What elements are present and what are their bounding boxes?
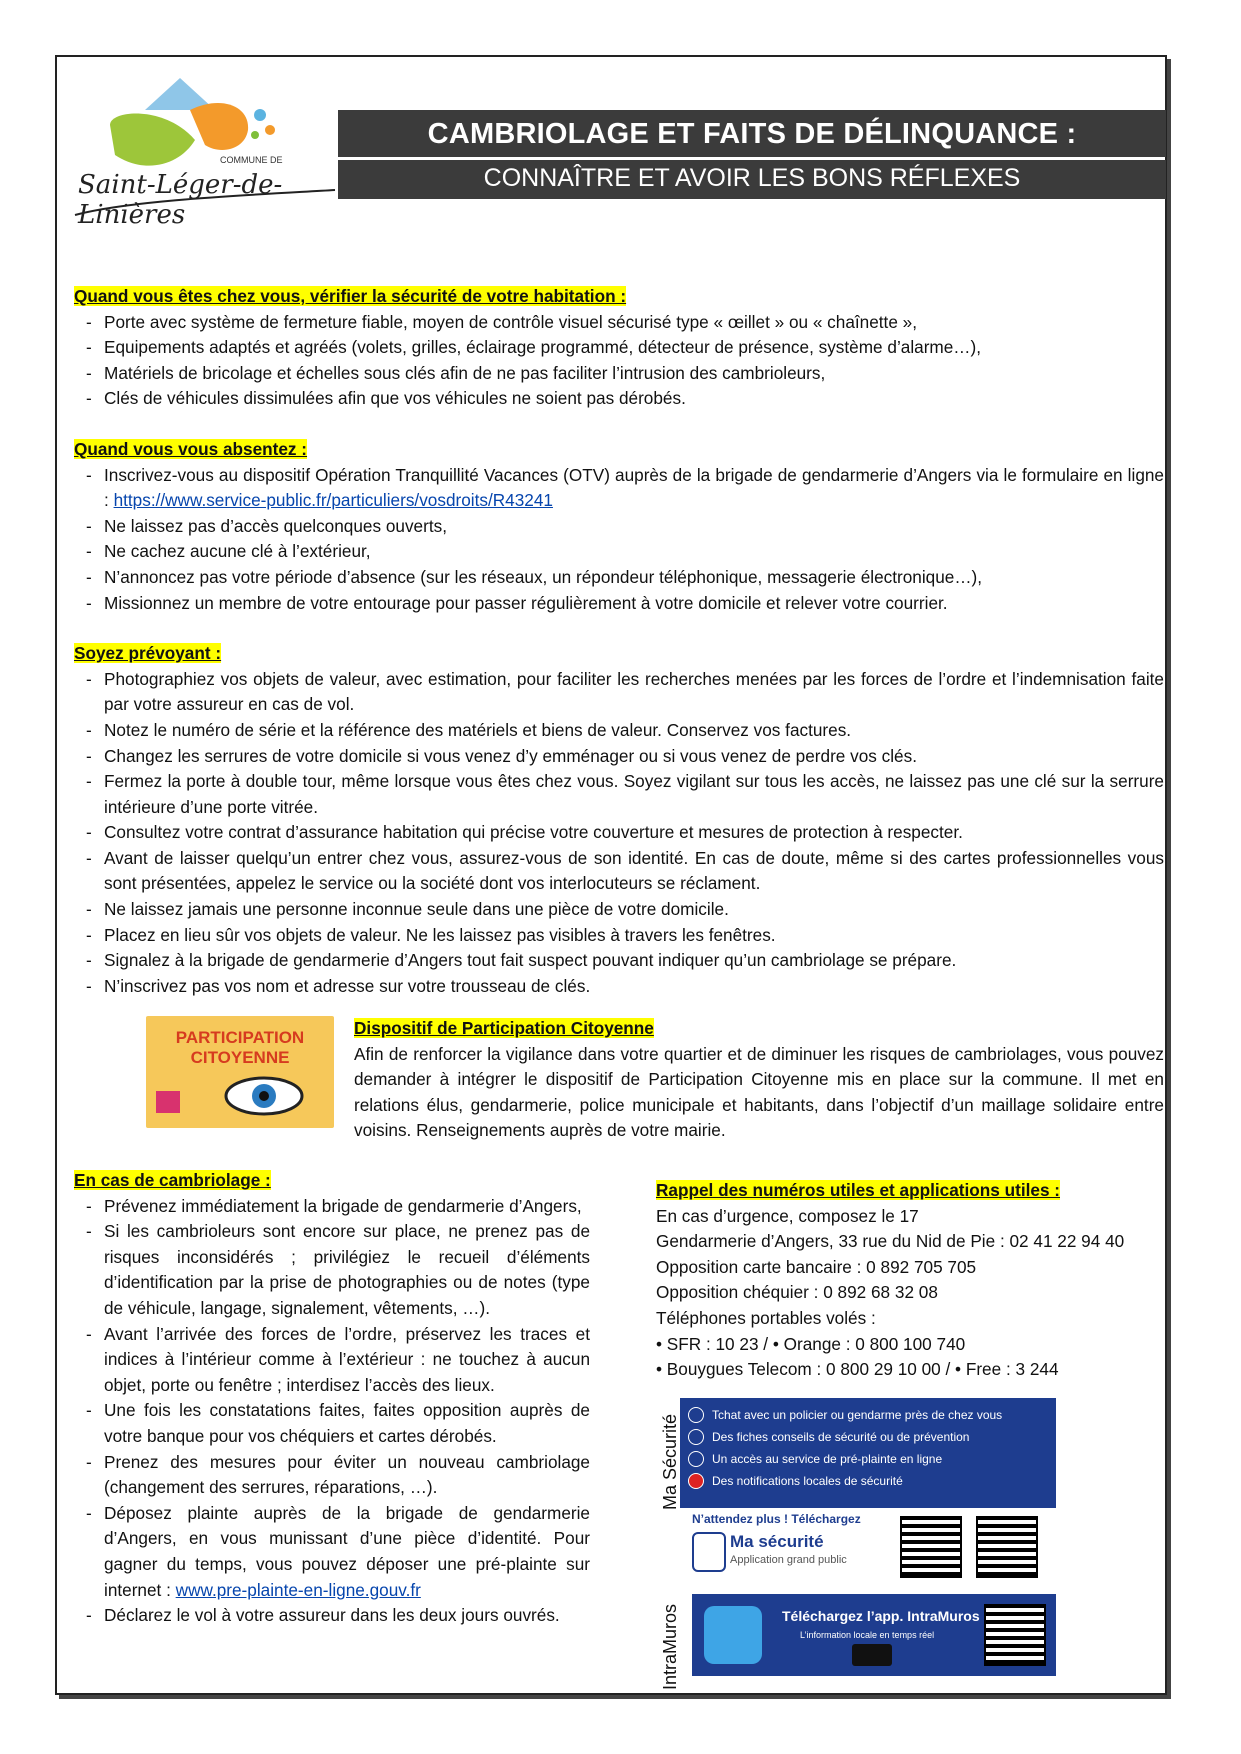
notification-icon — [688, 1473, 704, 1489]
main-content — [74, 284, 1164, 1024]
intramuros-cta: Téléchargez l’app. IntraMuros — [782, 1608, 980, 1624]
ma-securite-label: Ma Sécurité — [660, 1413, 680, 1510]
feature-row: Des notifications locales de sécurité — [688, 1470, 1048, 1492]
logo-commune-label: COMMUNE DE — [220, 155, 283, 165]
list-prevoyant — [74, 667, 1164, 1000]
intramuros-app-icon — [704, 1606, 762, 1664]
rappel-line: • SFR : 10 23 / • Orange : 0 800 100 740 — [656, 1333, 966, 1354]
list-item: - Notez le numéro de série et la référence des matériels et biens de valeur. Conservez vos factures. — [74, 718, 1164, 744]
form-icon — [688, 1451, 704, 1467]
list-item: - Consultez votre contrat d’assurance habitation qui précise votre couverture et mesures de protection à respecter. — [74, 820, 1164, 846]
list-item: - Prenez des mesures pour éviter un nouveau cambriolage (changement des serrures, réparations, …). — [74, 1450, 590, 1501]
app-store-badge[interactable] — [852, 1644, 892, 1666]
list-item: - Equipements adaptés et agréés (volets, grilles, éclairage programmé, détecteur de présence, système d’alarme…), — [74, 335, 1164, 361]
page-subtitle: CONNAÎTRE ET AVOIR LES BONS RÉFLEXES — [338, 160, 1166, 199]
rappel-line: Téléphones portables volés : — [656, 1307, 876, 1328]
app-subtitle: Application grand public — [730, 1554, 847, 1566]
list-item: - Missionnez un membre de votre entourage pour passer régulièrement à votre domicile et relever votre courrier. — [74, 591, 1164, 617]
list-item: - Déclarez le vol à votre assureur dans les deux jours ouvrés. — [74, 1603, 590, 1629]
feature-row: Tchat avec un policier ou gendarme près de chez vous — [688, 1404, 1048, 1426]
section-rappel — [656, 1178, 1176, 1383]
list-item: - Avant de laisser quelqu’un entrer chez vous, assurez-vous de son identité. En cas de doute, même si des cartes professionnelles vous sont présentées, appelez le service ou la société dont vos interlocuteurs se réclament. — [74, 846, 1164, 897]
list-item: - Placez en lieu sûr vos objets de valeur. Ne les laissez pas visibles à travers les fenêtres. — [74, 923, 1164, 949]
chat-icon — [688, 1407, 704, 1423]
rappel-line: Gendarmerie d’Angers, 33 rue du Nid de Pie : 02 41 22 94 40 — [656, 1231, 1125, 1252]
otv-text: Inscrivez-vous au dispositif Opération Tranquillité Vacances (OTV) auprès de la brigade de gendarmerie d’Angers via le formulaire en ligne : — [104, 464, 1164, 511]
qr-code-icon[interactable] — [984, 1604, 1046, 1666]
plainte-text: Déposez plainte auprès de la brigade de gendarmerie d’Angers, en vous munissant d’une pièce d’identité. Pour gagner du temps, vous pouvez déposer une pré-plainte sur internet : — [104, 1502, 590, 1600]
document-icon — [688, 1429, 704, 1445]
list-item: - Prévenez immédiatement la brigade de gendarmerie d’Angers, — [74, 1194, 590, 1220]
section-home — [74, 284, 1164, 412]
list-item: - Porte avec système de fermeture fiable, moyen de contrôle visuel sécurisé type « œillet » ou « chaînette », — [74, 310, 1164, 336]
list-item: - N’annoncez pas votre période d’absence (sur les réseaux, un répondeur téléphonique, messagerie électronique…), — [74, 565, 1164, 591]
list-item: - Ne cachez aucune clé à l’extérieur, — [74, 539, 1164, 565]
section-heading: Rappel des numéros utiles et applications utiles : — [656, 1180, 1060, 1200]
list-cambriolage — [74, 1194, 590, 1629]
rappel-line: Opposition chéquier : 0 892 68 32 08 — [656, 1282, 938, 1303]
feature-row: Des fiches conseils de sécurité ou de prévention — [688, 1426, 1048, 1448]
list-item — [74, 1501, 590, 1603]
list-item: - Avant l’arrivée des forces de l’ordre, préservez les traces et indices à l’intérieur comme à l’extérieur : ne touchez à aucun objet, porte ou fenêtre ; interdisez l’accès des lieux. — [74, 1322, 590, 1399]
participation-citoyenne-image — [146, 1016, 334, 1128]
intramuros-label: IntraMuros — [660, 1603, 680, 1690]
section-heading: Soyez prévoyant : — [74, 643, 222, 664]
qr-code-icon[interactable] — [976, 1516, 1038, 1578]
list-home — [74, 310, 1164, 412]
section-away — [74, 437, 1164, 616]
participation-body: Afin de renforcer la vigilance dans votre quartier et de diminuer les risques de cambriolages, vous pouvez demander à intégrer le dispositif de Participation Citoyenne mis en place sur la commune. Il met en relations élus, gendarmerie, police municipale et habitants, dans l’objectif d’un maillage solidaire entre voisins. Renseignements auprès de votre mairie. — [354, 1043, 1164, 1141]
list-item — [74, 463, 1164, 514]
app-name: Ma sécurité — [730, 1532, 824, 1551]
logo-name: Saint-Léger-de-Linières — [78, 170, 283, 230]
otv-link[interactable]: https://www.service-public.fr/particuliers/vosdroits/R43241 — [113, 490, 553, 511]
list-item: - Ne laissez jamais une personne inconnue seule dans une pièce de votre domicile. — [74, 897, 1164, 923]
section-heading: Quand vous vous absentez : — [74, 438, 308, 459]
section-cambriolage — [74, 1168, 590, 1629]
shield-icon — [692, 1532, 726, 1572]
list-item: - N’inscrivez pas vos nom et adresse sur votre trousseau de clés. — [74, 974, 1164, 1000]
rappel-line: En cas d’urgence, composez le 17 — [656, 1205, 919, 1226]
rappel-line: • Bouygues Telecom : 0 800 29 10 00 / • Free : 3 244 — [656, 1359, 1059, 1380]
ma-securite-banner[interactable] — [680, 1398, 1056, 1583]
pre-plainte-link[interactable]: www.pre-plainte-en-ligne.gouv.fr — [175, 1579, 421, 1600]
rappel-line: Opposition carte bancaire : 0 892 705 705 — [656, 1256, 977, 1277]
participation-block — [354, 1016, 1164, 1144]
list-item: - Une fois les constatations faites, faites opposition auprès de votre banque pour vos chéquiers et cartes dérobés. — [74, 1398, 590, 1449]
list-item: - Si les cambrioleurs sont encore sur place, ne prenez pas de risques inconsidérés ; privilégiez le recueil d’éléments d’identification par la prise de photographies ou de notes (type de véhicule, langage, signalement, vêtements, …). — [74, 1219, 590, 1321]
intramuros-subtitle: L’information locale en temps réel — [800, 1630, 935, 1640]
qr-code-icon[interactable] — [900, 1516, 962, 1578]
list-item: - Fermez la porte à double tour, même lorsque vous êtes chez vous. Soyez vigilant sur tous les accès, ne laissez pas une clé sur la serrure intérieure d’une porte vitrée. — [74, 769, 1164, 820]
pc-image-line2: CITOYENNE — [190, 1048, 290, 1067]
feature-row: Un accès au service de pré-plainte en ligne — [688, 1448, 1048, 1470]
section-prevoyant — [74, 641, 1164, 999]
title-block — [338, 110, 1166, 199]
pc-image-line1: PARTICIPATION — [175, 1028, 305, 1047]
intramuros-banner[interactable] — [692, 1594, 1056, 1676]
eye-icon — [146, 1016, 334, 1128]
list-item: - Signalez à la brigade de gendarmerie d’Angers tout fait suspect pouvant indiquer qu’un cambriolage se prépare. — [74, 948, 1164, 974]
section-heading: Dispositif de Participation Citoyenne — [354, 1018, 654, 1038]
page-title: CAMBRIOLAGE ET FAITS DE DÉLINQUANCE : — [338, 110, 1166, 157]
list-away — [74, 463, 1164, 617]
list-item: - Ne laissez pas d’accès quelconques ouverts, — [74, 514, 1164, 540]
list-item: - Matériels de bricolage et échelles sous clés afin de ne pas faciliter l’intrusion des cambrioleurs, — [74, 361, 1164, 387]
ma-securite-download — [680, 1508, 1056, 1583]
list-item: - Photographiez vos objets de valeur, avec estimation, pour faciliter les recherches menées par les forces de l’ordre et l’indemnisation faite par votre assureur en cas de vol. — [74, 667, 1164, 718]
section-heading: En cas de cambriolage : — [74, 1170, 271, 1190]
commune-logo — [70, 70, 340, 240]
ma-securite-features — [680, 1398, 1056, 1508]
download-cta: N’attendez plus ! Téléchargez — [692, 1512, 861, 1526]
list-item: - Changez les serrures de votre domicile si vous venez d’y emménager ou si vous venez de perdre vos clés. — [74, 744, 1164, 770]
section-heading: Quand vous êtes chez vous, vérifier la sécurité de votre habitation : — [74, 286, 627, 306]
list-item: - Clés de véhicules dissimulées afin que vos véhicules ne soient pas dérobés. — [74, 386, 1164, 412]
